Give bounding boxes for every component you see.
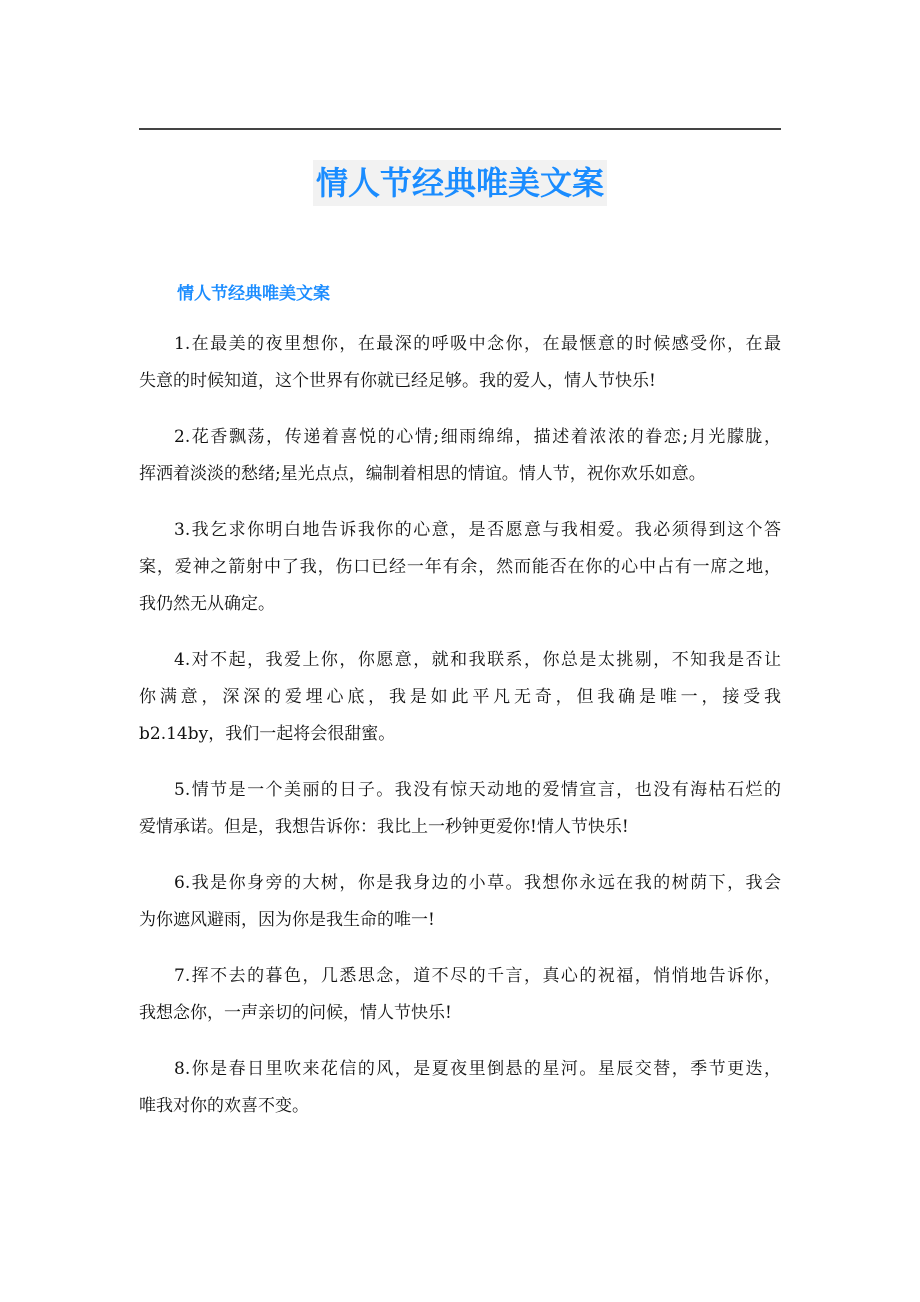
paragraph-line: 失意的时候知道，这个世界有你就已经足够。我的爱人，情人节快乐! bbox=[139, 371, 656, 391]
paragraph bbox=[139, 326, 781, 400]
paragraph-line: 我仍然无从确定。 bbox=[139, 594, 275, 614]
paragraph-line: 我想念你，一声亲切的问候，情人节快乐! bbox=[139, 1003, 452, 1023]
paragraph bbox=[139, 958, 781, 1032]
paragraph-line: 7.挥不去的暮色，几悉思念，道不尽的千言，真心的祝福，悄悄地告诉你， bbox=[174, 966, 781, 986]
paragraph-line: 6.我是你身旁的大树，你是我身边的小草。我想你永远在我的树荫下，我会 bbox=[174, 873, 781, 893]
paragraph-line: 2.花香飘荡，传递着喜悦的心情;细雨绵绵，描述着浓浓的眷恋;月光朦胧， bbox=[174, 427, 781, 447]
paragraph-line: 8.你是春日里吹来花信的风，是夏夜里倒悬的星河。星辰交替，季节更迭， bbox=[174, 1059, 781, 1079]
title-container bbox=[0, 160, 920, 206]
paragraph-line: 3.我乞求你明白地告诉我你的心意，是否愿意与我相爱。我必须得到这个答 bbox=[174, 520, 781, 540]
section-heading: 情人节经典唯美文案 bbox=[177, 284, 330, 304]
paragraph-line: 5.情节是一个美丽的日子。我没有惊天动地的爱情宣言，也没有海枯石烂的 bbox=[174, 780, 781, 800]
paragraph bbox=[139, 1051, 781, 1125]
paragraph-line: 挥洒着淡淡的愁绪;星光点点，编制着相思的情谊。情人节，祝你欢乐如意。 bbox=[139, 464, 706, 484]
paragraph-line: 你满意，深深的爱埋心底，我是如此平凡无奇，但我确是唯一，接受我 bbox=[139, 687, 781, 707]
paragraph-line: 1.在最美的夜里想你，在最深的呼吸中念你，在最惬意的时候感受你，在最 bbox=[174, 334, 781, 354]
paragraph bbox=[139, 772, 781, 846]
paragraph-line: b2.14by，我们一起将会很甜蜜。 bbox=[139, 724, 396, 744]
paragraph-line: 为你遮风避雨，因为你是我生命的唯一! bbox=[139, 910, 435, 930]
paragraph bbox=[139, 865, 781, 939]
paragraph-line: 4.对不起，我爱上你，你愿意，就和我联系，你总是太挑剔，不知我是否让 bbox=[174, 650, 781, 670]
paragraph-line: 唯我对你的欢喜不变。 bbox=[139, 1096, 309, 1116]
paragraph bbox=[139, 642, 781, 753]
header-rule bbox=[139, 128, 781, 130]
paragraph-line: 爱情承诺。但是，我想告诉你：我比上一秒钟更爱你!情人节快乐! bbox=[139, 817, 629, 837]
page-title: 情人节经典唯美文案 bbox=[313, 160, 607, 206]
document-body bbox=[139, 326, 781, 1144]
paragraph-line: 案，爱神之箭射中了我，伤口已经一年有余，然而能否在你的心中占有一席之地， bbox=[139, 557, 781, 577]
paragraph bbox=[139, 419, 781, 493]
paragraph bbox=[139, 512, 781, 623]
